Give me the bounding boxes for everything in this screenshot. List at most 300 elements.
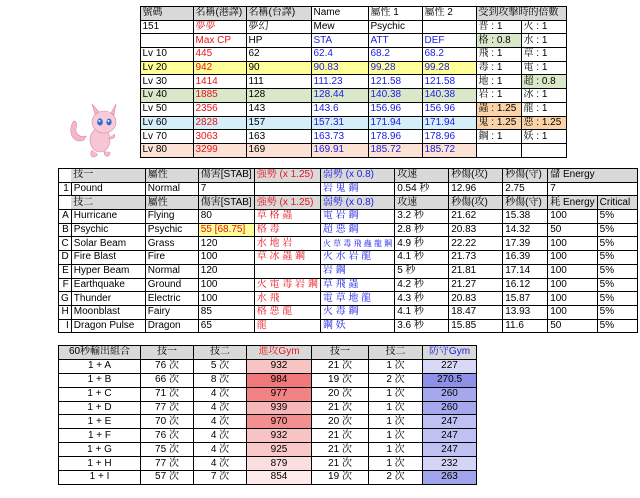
level-row [58,130,566,144]
move-dps-atk: 20.83 [449,292,503,306]
attack-gym-value: 932 [247,429,312,443]
charge-move-row [59,278,638,292]
hp-value: 163 [246,130,311,144]
hp-value: 90 [246,61,311,75]
move-index: A [59,210,72,224]
move-dps-def: 13.93 [503,305,548,319]
move-strong: 草 冰 蟲 鋼 [254,251,320,265]
type-header: 屬性 [145,196,198,210]
move-dps-def: 16.39 [503,251,548,265]
multiplier-cell: 龍 : 1 [521,102,566,116]
move-energy: 7 [548,182,637,196]
combo-row [59,387,477,401]
combo-label: 1 + H [59,457,141,471]
charge-move-row [59,223,638,237]
combo-row [59,373,477,387]
level-row [58,48,566,62]
move-strong: 草 格 蟲 [254,210,320,224]
move-energy: 100 [548,278,597,292]
move-dps-def: 14.32 [503,223,548,237]
move-energy: 100 [548,292,597,306]
col-name-en-label: Name [311,7,368,21]
move-dps-atk: 20.83 [449,223,503,237]
move-energy: 50 [548,319,597,333]
combo-fast-count-def: 19 次 [312,471,369,485]
move-speed: 3.2 秒 [395,210,449,224]
move-dps-def: 15.87 [503,292,548,306]
def-value: 68.2 [422,48,476,62]
move-speed: 0.54 秒 [395,182,449,196]
dps-atk-header: 秒傷(攻) [449,169,503,183]
move-type: Electric [145,292,198,306]
move-dps-atk: 21.27 [449,278,503,292]
strong-header: 強勢 (x 1.25) [254,169,320,183]
combo-charge-count-atk: 4 次 [194,457,247,471]
att-value: 68.2 [368,48,422,62]
move-dps-atk: 21.73 [449,251,503,265]
max-cp-value: 445 [193,48,246,62]
att-value: 99.28 [368,61,422,75]
combo-row [59,415,477,429]
defend-gym-value: 263 [423,471,477,485]
damage-header: 傷害[STAB] [198,196,254,210]
move-energy: 100 [548,264,597,278]
combo-charge-def-header: 技二 [369,346,423,360]
move-damage: 55 [68.75] [198,223,254,237]
level-label: Lv 40 [140,89,193,103]
move-weak: 鋼 妖 [320,319,394,333]
combo-label: 1 + D [59,401,141,415]
fast-move-header: 技一 [71,169,145,183]
charge-move-row [59,319,638,333]
attack-gym-value: 939 [247,401,312,415]
combo-fast-count-atk: 75 次 [141,443,194,457]
move-strong: 格 毒 [254,223,320,237]
move-speed: 4.1 秒 [395,305,449,319]
move-type: Fairy [145,305,198,319]
level-row [58,143,566,157]
combo-label: 1 + B [59,373,141,387]
move-type: Normal [145,264,198,278]
move-critical: 5% [597,237,637,251]
att-value: 171.94 [368,116,422,130]
move-damage: 65 [198,319,254,333]
att-value: 156.96 [368,102,422,116]
charge-move-row [59,210,638,224]
combo-fast-count-def: 21 次 [312,429,369,443]
move-index: D [59,251,72,265]
stat-label-row [58,34,566,48]
move-dps-atk: 18.47 [449,305,503,319]
move-weak: 草 飛 蟲 [320,278,394,292]
move-type: Flying [145,210,198,224]
move-weak: 超 惡 鋼 [320,223,394,237]
header-row [58,7,566,21]
move-dps-def: 17.39 [503,237,548,251]
charge-moves-body [59,210,638,333]
move-type: Normal [145,182,198,196]
sta-label: STA [311,34,368,48]
combo-charge-count-atk: 7 次 [194,471,247,485]
max-cp-value: 2356 [193,102,246,116]
combo-fast-count-def: 21 次 [312,457,369,471]
level-label: Lv 20 [140,61,193,75]
def-value: 185.72 [422,143,476,157]
combo-charge-count-def: 2 次 [369,471,423,485]
combo-charge-count-def: 1 次 [369,443,423,457]
def-value: 140.38 [422,89,476,103]
charge-move-row [59,292,638,306]
move-energy: 100 [548,305,597,319]
move-weak: 電 草 地 龍 [320,292,394,306]
multiplier-cell: 普 : 1 [476,20,521,34]
multiplier-cell: 惡 : 1.25 [521,116,566,130]
combo-label: 1 + G [59,443,141,457]
move-name: Hyper Beam [71,264,145,278]
pokemon-type2 [422,20,476,34]
move-type: Fire [145,251,198,265]
combo-charge-count-atk: 4 次 [194,387,247,401]
combo-charge-count-def: 1 次 [369,429,423,443]
move-critical: 5% [597,278,637,292]
critical-header: Critical [597,196,637,210]
combo-row [59,359,477,373]
combo-charge-count-def: 1 次 [369,359,423,373]
combo-fast-count-atk: 76 次 [141,429,194,443]
move-critical: 5% [597,251,637,265]
max-cp-value: 1885 [193,89,246,103]
defend-gym-value: 260 [423,401,477,415]
combo-row [59,457,477,471]
move-speed: 4.2 秒 [395,278,449,292]
att-value: 185.72 [368,143,422,157]
move-dps-atk: 22.22 [449,237,503,251]
hp-value: 169 [246,143,311,157]
combo-fast-count-atk: 71 次 [141,387,194,401]
level-row [58,61,566,75]
move-damage: 100 [198,251,254,265]
move-index: F [59,278,72,292]
move-energy: 100 [548,237,597,251]
combo-fast-count-atk: 57 次 [141,471,194,485]
move-name: Dragon Pulse [71,319,145,333]
multiplier-cell: 鬼 : 1.25 [476,116,521,130]
hp-value: 62 [246,48,311,62]
move-index: E [59,264,72,278]
level-row [58,102,566,116]
combo-charge-count-atk: 4 次 [194,401,247,415]
combo-charge-count-def: 1 次 [369,387,423,401]
charge-move-header: 技二 [71,196,145,210]
move-index: I [59,319,72,333]
move-index: H [59,305,72,319]
combo-fast-count-def: 20 次 [312,415,369,429]
combo-charge-count-atk: 4 次 [194,429,247,443]
hp-value: 157 [246,116,311,130]
combo-fast-count-def: 21 次 [312,443,369,457]
move-name: Moonblast [71,305,145,319]
level-row [58,75,566,89]
move-damage: 100 [198,278,254,292]
move-speed: 5 秒 [395,264,449,278]
move-strong: 龍 [254,319,320,333]
combo-table [58,345,477,485]
move-speed: 4.3 秒 [395,292,449,306]
col-name-hk-label: 名稱(港譯) [193,7,246,21]
fast-move-row [59,182,638,196]
combo-charge-count-def: 1 次 [369,401,423,415]
move-damage: 80 [198,210,254,224]
att-label: ATT [368,34,422,48]
defend-gym-value: 260 [423,387,477,401]
level-label: Lv 10 [140,48,193,62]
energy-header: 耗 Energy [548,196,597,210]
move-speed: 4.1 秒 [395,251,449,265]
combo-charge-count-atk: 4 次 [194,443,247,457]
combo-body [59,359,477,484]
move-index: G [59,292,72,306]
defend-gym-value: 247 [423,443,477,457]
def-value: 178.96 [422,130,476,144]
combo-header-row [59,346,477,360]
move-strong: 水 地 岩 [254,237,320,251]
col-type1-label: 屬性 1 [368,7,422,21]
move-dps-def: 2.75 [503,182,548,196]
multiplier-cell: 格 : 0.8 [476,34,521,48]
move-dps-atk: 21.81 [449,264,503,278]
defend-gym-value: 247 [423,415,477,429]
combo-label: 1 + C [59,387,141,401]
combo-charge-count-atk: 4 次 [194,415,247,429]
move-strong: 水 飛 [254,292,320,306]
attack-gym-value: 854 [247,471,312,485]
combo-fast-atk-header: 技一 [141,346,194,360]
max-cp-value: 2828 [193,116,246,130]
move-index: C [59,237,72,251]
move-critical: 5% [597,223,637,237]
combo-label: 1 + E [59,415,141,429]
move-dps-def: 11.6 [503,319,548,333]
charge-header-row [59,196,638,210]
defend-gym-value: 270.5 [423,373,477,387]
sta-value: 128.44 [311,89,368,103]
level-label: Lv 80 [140,143,193,157]
multiplier-cell: 草 : 1 [521,48,566,62]
move-name: Psychic [71,223,145,237]
combo-fast-count-atk: 76 次 [141,359,194,373]
combo-fast-count-atk: 77 次 [141,457,194,471]
combo-fast-count-def: 20 次 [312,387,369,401]
multiplier-cell: 飛 : 1 [476,48,521,62]
att-value: 178.96 [368,130,422,144]
combo-title: 60秒輸出組合 [59,346,141,360]
move-dps-def: 17.14 [503,264,548,278]
level-label: Lv 50 [140,102,193,116]
charge-move-row [59,264,638,278]
def-label: DEF [422,34,476,48]
combo-charge-count-def: 1 次 [369,457,423,471]
pokemon-type1: Psychic [368,20,422,34]
sta-value: 90.83 [311,61,368,75]
move-weak: 岩 鬼 鋼 [320,182,394,196]
multiplier-cell: 水 : 1 [521,34,566,48]
attack-gym-value: 970 [247,415,312,429]
weak-header: 弱勢 (x 0.8) [320,196,394,210]
combo-fast-count-atk: 66 次 [141,373,194,387]
move-type: Grass [145,237,198,251]
move-name: Pound [71,182,145,196]
def-value: 121.58 [422,75,476,89]
move-type: Psychic [145,223,198,237]
combo-fast-count-atk: 70 次 [141,415,194,429]
max-cp-value: 942 [193,61,246,75]
move-energy: 50 [548,223,597,237]
hp-label: HP [246,34,311,48]
move-weak: 火 毒 鋼 [320,305,394,319]
level-label: Lv 30 [140,75,193,89]
move-dps-def: 15.38 [503,210,548,224]
moves-table [58,168,638,333]
combo-fast-count-def: 21 次 [312,401,369,415]
charge-move-row [59,237,638,251]
sta-value: 111.23 [311,75,368,89]
move-dps-atk: 15.85 [449,319,503,333]
col-number-label: 號碼 [140,7,193,21]
speed-header: 攻速 [395,196,449,210]
move-energy: 100 [548,251,597,265]
dps-def-header: 秒傷(守) [503,196,548,210]
move-name: Fire Blast [71,251,145,265]
multiplier-cell: 冰 : 1 [521,89,566,103]
col-name-tw-label: 名稱(台譯) [246,7,311,21]
pokemon-name-hk: 夢夢 [193,20,246,34]
move-weak: 火 水 岩 龍 [320,251,394,265]
energy-header: 儲 Energy [548,169,637,183]
move-critical: 5% [597,264,637,278]
move-dps-def: 16.12 [503,278,548,292]
attack-gym-header: 進攻Gym [247,346,312,360]
combo-label: 1 + I [59,471,141,485]
att-value: 121.58 [368,75,422,89]
move-name: Earthquake [71,278,145,292]
pokemon-number: 151 [140,20,193,34]
move-name: Thunder [71,292,145,306]
level-label: Lv 60 [140,116,193,130]
identity-row [58,20,566,34]
move-dps-atk: 21.62 [449,210,503,224]
def-value: 99.28 [422,61,476,75]
move-weak: 火 草 毒 飛 蟲 龍 鋼 [320,237,394,251]
sta-value: 169.91 [311,143,368,157]
move-type: Ground [145,278,198,292]
move-critical: 5% [597,305,637,319]
combo-label: 1 + A [59,359,141,373]
defend-gym-value: 232 [423,457,477,471]
sta-value: 62.4 [311,48,368,62]
combo-row [59,401,477,415]
move-speed: 3.6 秒 [395,319,449,333]
col-type2-label: 屬性 2 [422,7,476,21]
sta-value: 157.31 [311,116,368,130]
combo-fast-count-def: 19 次 [312,373,369,387]
move-energy: 100 [548,210,597,224]
move-critical: 5% [597,292,637,306]
move-index: 1 [59,182,72,196]
move-damage: 120 [198,264,254,278]
move-speed: 2.8 秒 [395,223,449,237]
max-cp-value: 1414 [193,75,246,89]
max-cp-value: 3299 [193,143,246,157]
combo-row [59,471,477,485]
move-type: Dragon [145,319,198,333]
combo-row [59,429,477,443]
max-cp-label: Max CP [193,34,246,48]
att-value: 140.38 [368,89,422,103]
combo-row [59,443,477,457]
combo-fast-count-atk: 77 次 [141,401,194,415]
hp-value: 128 [246,89,311,103]
move-damage: 100 [198,292,254,306]
fast-header-row [59,169,638,183]
defend-gym-value: 227 [423,359,477,373]
attack-gym-value: 879 [247,457,312,471]
damage-header: 傷害[STAB] [198,169,254,183]
combo-charge-count-def: 1 次 [369,415,423,429]
move-damage: 120 [198,237,254,251]
attack-gym-value: 977 [247,387,312,401]
charge-move-row [59,251,638,265]
combo-fast-def-header: 技一 [312,346,369,360]
def-value: 171.94 [422,116,476,130]
combo-charge-count-atk: 5 次 [194,359,247,373]
multiplier-cell: 超 : 0.8 [521,75,566,89]
move-dps-atk: 12.96 [449,182,503,196]
move-strong: 格 惡 龍 [254,305,320,319]
attack-gym-value: 984 [247,373,312,387]
hp-value: 143 [246,102,311,116]
dps-def-header: 秒傷(守) [503,169,548,183]
move-damage: 85 [198,305,254,319]
multiplier-cell: 妖 : 1 [521,130,566,144]
defend-gym-value: 247 [423,429,477,443]
stats-table [58,6,567,158]
strong-header: 強勢 (x 1.25) [254,196,320,210]
move-name: Hurricane [71,210,145,224]
combo-fast-count-def: 21 次 [312,359,369,373]
move-critical: 5% [597,319,637,333]
move-speed: 4.9 秒 [395,237,449,251]
combo-charge-atk-header: 技二 [194,346,247,360]
move-weak: 岩 鋼 [320,264,394,278]
move-strong: 火 電 毒 岩 鋼 [254,278,320,292]
pokemon-name-en: Mew [311,20,368,34]
multiplier-title: 受到攻擊時的倍數 [476,7,566,21]
move-critical: 5% [597,210,637,224]
combo-label: 1 + F [59,429,141,443]
type-header: 屬性 [145,169,198,183]
combo-charge-count-def: 2 次 [369,373,423,387]
max-cp-value: 3063 [193,130,246,144]
move-damage: 7 [198,182,254,196]
attack-gym-value: 932 [247,359,312,373]
speed-header: 攻速 [395,169,449,183]
level-row [58,89,566,103]
multiplier-cell: 岩 : 1 [476,89,521,103]
attack-gym-value: 925 [247,443,312,457]
weak-header: 弱勢 (x 0.8) [320,169,394,183]
sta-value: 163.73 [311,130,368,144]
move-weak: 電 岩 鋼 [320,210,394,224]
